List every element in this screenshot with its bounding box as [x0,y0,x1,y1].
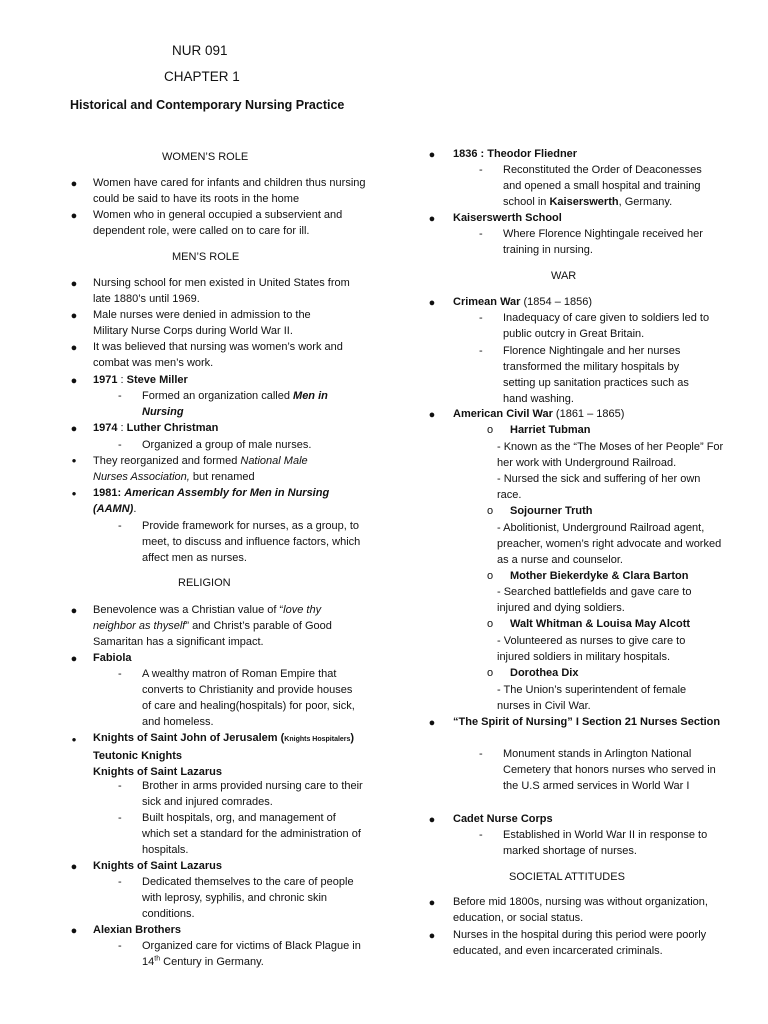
sub-item: Brother in arms provided nursing care to their sick and injured comrades. [142,780,363,808]
dash-icon: - [118,520,122,532]
person-note: - The Union’s superintendent of female nurses in Civil War. [497,684,687,712]
list-item: Before mid 1800s, nursing was without organization, education, or social status. [453,896,708,924]
list-item: Male nurses were denied in admission to the Military Nurse Corps during World War II. [93,309,311,337]
circle-bullet-icon: o [487,570,494,582]
bullet-icon: ● [428,149,436,161]
list-item-knights: Knights of Saint John of Jerusalem (Knights Hospitalers) Teutonic Knights Knights of Saint Lazarus [93,732,355,778]
list-item-civil-war: American Civil War (1861 – 1865) [453,408,625,420]
bullet-icon: ● [70,861,78,873]
chapter-label: CHAPTER 1 [164,69,240,84]
dash-icon: - [479,829,483,841]
bullet-icon: ● [428,930,436,942]
person-note: - Known as the “The Moses of her People” For her work with Underground Railroad. [497,441,724,469]
person-name: Walt Whitman & Louisa May Alcott [510,618,691,630]
sub-item: Reconstituted the Order of Deaconesses and opened a small hospital and training school in Kaiserswerth, Germany. [503,164,702,208]
mens-role-heading: MEN’S ROLE [172,251,240,263]
list-item-cadet-nurse-corps: Cadet Nurse Corps [453,813,553,825]
list-item-crimean-war: Crimean War (1854 – 1856) [453,296,593,308]
course-code: NUR 091 [172,43,228,58]
person-note: - Nursed the sick and suffering of her own race. [497,473,701,501]
person-name: Harriet Tubman [510,424,591,436]
bullet-icon: ● [70,210,78,222]
bullet-icon: ● [70,925,78,937]
dash-icon: - [479,164,483,176]
list-item-steve-miller: 1971 : Steve Miller [93,374,188,386]
dash-icon: - [118,668,122,680]
sub-item: Organized care for victims of Black Plague in 14th Century in Germany. [142,940,361,968]
bullet-icon: • [71,486,77,501]
list-item-luther-christman: 1974 : Luther Christman [93,422,219,434]
list-item: They reorganized and formed National Male Nurses Association, but renamed [93,455,308,483]
document-title: Historical and Contemporary Nursing Practice [70,98,345,112]
sub-item: Established in World War II in response to marked shortage of nurses. [503,829,708,857]
sub-item: Built hospitals, org, and management of which set a standard for the administration of hospitals. [142,812,361,856]
sub-item: Where Florence Nightingale received her training in nursing. [503,228,703,256]
dash-icon: - [118,390,122,402]
circle-bullet-icon: o [487,505,494,517]
sub-item: Provide framework for nurses, as a group, to meet, to discuss and influence factors, which affect men as nurses. [142,520,361,564]
list-item-fabiola: Fabiola [93,652,132,664]
bullet-icon: ● [70,423,78,435]
list-item-aamn: 1981: American Assembly for Men in Nursing (AAMN). [93,487,330,515]
societal-attitudes-heading: SOCIETAL ATTITUDES [509,871,625,883]
list-item: Women have cared for infants and children thus nursing could be said to have its roots in the home [93,177,366,205]
list-item-spirit-of-nursing: “The Spirit of Nursing” I Section 21 Nurses Section [453,716,721,728]
bullet-icon: ● [70,653,78,665]
womens-role-heading: WOMEN’S ROLE [162,151,249,163]
list-item-fliedner: 1836 : Theodor Fliedner [453,148,578,160]
dash-icon: - [118,780,122,792]
person-note: - Volunteered as nurses to give care to injured soldiers in military hospitals. [497,635,686,663]
sub-item: Dedicated themselves to the care of people with leprosy, syphilis, and chronic skin conditions. [142,876,354,920]
list-item: Benevolence was a Christian value of “love thy neighbor as thyself” and Christ’s parable of Good Samaritan has a significant impact. [93,604,332,648]
bullet-icon: ● [428,717,436,729]
bullet-icon: ● [70,278,78,290]
person-note: - Searched battlefields and gave care to injured and dying soldiers. [497,586,692,614]
bullet-icon: ● [428,897,436,909]
bullet-icon: • [71,453,77,468]
bullet-icon: ● [70,310,78,322]
list-item: Nursing school for men existed in United States from late 1880’s until 1969. [93,277,350,305]
bullet-icon: ● [428,213,436,225]
circle-bullet-icon: o [487,618,494,630]
dash-icon: - [118,812,122,824]
bullet-icon: ● [70,375,78,387]
bullet-icon: ● [428,409,436,421]
religion-heading: RELIGION [178,577,231,589]
bullet-icon: ● [70,605,78,617]
list-item-lazarus: Knights of Saint Lazarus [93,860,222,872]
sub-item: Formed an organization called Men in Nursing [142,390,328,418]
circle-bullet-icon: o [487,424,494,436]
dash-icon: - [479,345,483,357]
sub-item: Organized a group of male nurses. [142,439,312,451]
person-name: Sojourner Truth [510,505,593,517]
sub-item: Monument stands in Arlington National Cemetery that honors nurses who served in the U.S armed services in World War I [503,748,716,792]
circle-bullet-icon: o [487,667,494,679]
bullet-icon: ● [428,297,436,309]
person-name: Dorothea Dix [510,667,579,679]
sub-item: Inadequacy of care given to soldiers led to public outcry in Great Britain. [503,312,710,340]
bullet-icon: • [71,732,77,747]
war-heading: WAR [551,270,577,282]
bullet-icon: ● [70,342,78,354]
dash-icon: - [479,228,483,240]
person-note: - Abolitionist, Underground Railroad agent, preacher, women’s right advocate and worked as a nurse and counselor. [497,522,722,566]
sub-item: Florence Nightingale and her nurses transformed the military hospitals by setting up sanitation practices such as hand washing. [503,345,689,405]
list-item: Women who in general occupied a subservient and dependent role, were called on to care for ill. [93,209,343,237]
list-item: It was believed that nursing was women’s work and combat was men’s work. [93,341,343,369]
dash-icon: - [118,876,122,888]
list-item: Nurses in the hospital during this period were poorly educated, and even incarcerated criminals. [453,929,707,957]
dash-icon: - [479,748,483,760]
bullet-icon: ● [428,814,436,826]
dash-icon: - [479,312,483,324]
bullet-icon: ● [70,178,78,190]
list-item-kaiserswerth: Kaiserswerth School [453,212,562,224]
sub-item: A wealthy matron of Roman Empire that converts to Christianity and provide houses of care and healing(hospitals) for poor, sick, and homeless. [142,668,355,728]
list-item-alexian: Alexian Brothers [93,924,182,936]
dash-icon: - [118,439,122,451]
dash-icon: - [118,940,122,952]
person-name: Mother Biekerdyke & Clara Barton [510,570,689,582]
